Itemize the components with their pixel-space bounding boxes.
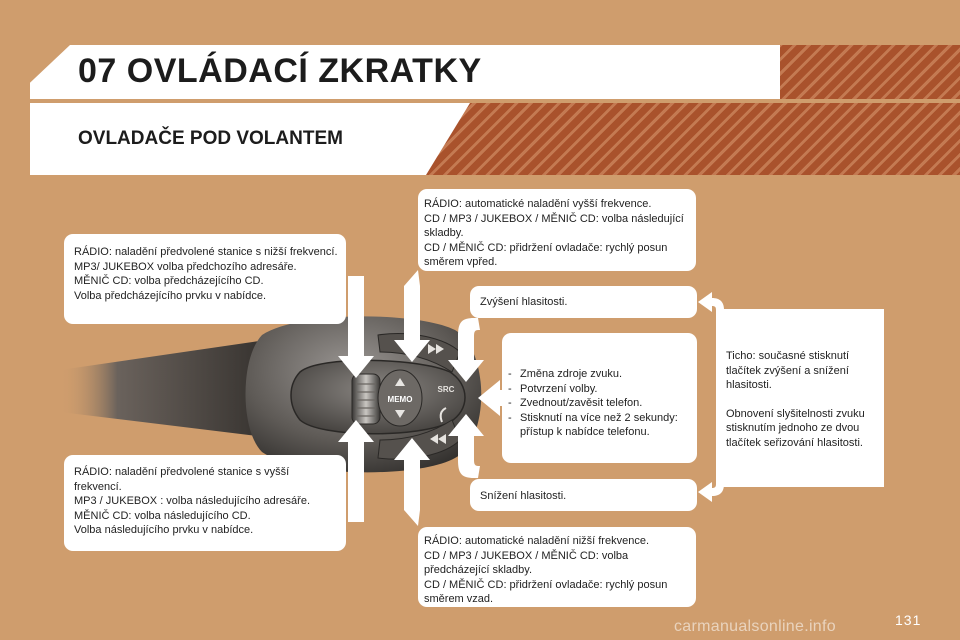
box-seek-up-line-2: CD / MP3 / JUKEBOX / MĚNIČ CD: volba následující skladby. bbox=[424, 212, 684, 239]
arrow-source bbox=[478, 380, 505, 416]
box-next-preset-line-4: Volba následujícího prvku v nabídce. bbox=[74, 524, 254, 536]
unmute-text: Obnovení slyšitelnosti zvuku stisknutím jednoho ze dvou tlačítek seřizování hlasitosti. bbox=[726, 407, 865, 449]
watermark: carmanualsonline.info bbox=[674, 618, 836, 635]
box-seek-down bbox=[418, 527, 696, 607]
box-seek-up-line-1: RÁDIO: automatické naladění vyšší frekvence. bbox=[424, 198, 652, 210]
box-volume-up bbox=[470, 286, 697, 318]
box-next-preset bbox=[64, 455, 346, 551]
box-previous-preset-line-3: MĚNIČ CD: volba předcházejícího CD. bbox=[74, 275, 264, 287]
page-number: 131 bbox=[895, 612, 922, 628]
box-previous-preset-line-4: Volba předcházejícího prvku v nabídce. bbox=[74, 289, 267, 302]
box-next-preset-line-3: MĚNIČ CD: volba následujícího CD. bbox=[74, 509, 251, 522]
source-item-4: - Stisknutí na více než 2 sekundy: přístup k nabídce telefonu. bbox=[508, 411, 691, 440]
box-seek-up bbox=[418, 189, 696, 271]
box-previous-preset-line-2: MP3/ JUKEBOX volba předchozího adresáře. bbox=[74, 260, 297, 273]
box-mute bbox=[720, 309, 884, 487]
section-subtitle: OVLADAČE POD VOLANTEM bbox=[78, 128, 343, 149]
memo-label: MEMO bbox=[387, 395, 413, 404]
box-seek-down-line-3: CD / MĚNIČ CD: přidržení ovladače: rychlý posun směrem vzad. bbox=[424, 578, 668, 605]
mute-text: Ticho: současné stisknutí tlačítek zvýšení a snížení hlasitosti. bbox=[726, 350, 850, 391]
source-item-2: - Potvrzení volby. bbox=[508, 382, 691, 397]
source-item-3: - Zvednout/zavěsit telefon. bbox=[508, 396, 691, 411]
source-item-1: - Změna zdroje zvuku. bbox=[508, 367, 691, 382]
box-previous-preset-line-1: RÁDIO: naladění předvolené stanice s nižší frekvencí. bbox=[74, 246, 338, 258]
page-title: 07 OVLÁDACÍ ZKRATKY bbox=[78, 52, 482, 90]
box-volume-down bbox=[470, 479, 697, 511]
volume-down-text: Snížení hlasitosti. bbox=[480, 490, 567, 502]
volume-up-text: Zvýšení hlasitosti. bbox=[480, 296, 568, 308]
box-next-preset-line-2: MP3 / JUKEBOX : volba následujícího adresáře. bbox=[74, 495, 311, 507]
box-previous-preset bbox=[64, 234, 346, 324]
box-seek-down-line-1: RÁDIO: automatické naladění nižší frekvence. bbox=[424, 535, 649, 547]
box-seek-down-line-2: CD / MP3 / JUKEBOX / MĚNIČ CD: volba předcházející skladby. bbox=[424, 549, 629, 576]
box-source bbox=[502, 333, 697, 463]
box-seek-up-line-3: CD / MĚNIČ CD: přidržení ovladače: rychlý posun směrem vpřed. bbox=[424, 241, 668, 268]
src-label: SRC bbox=[437, 385, 455, 394]
source-list bbox=[508, 367, 691, 440]
box-next-preset-line-1: RÁDIO: naladění předvolené stanice s vyšší frekvencí. bbox=[74, 466, 290, 493]
